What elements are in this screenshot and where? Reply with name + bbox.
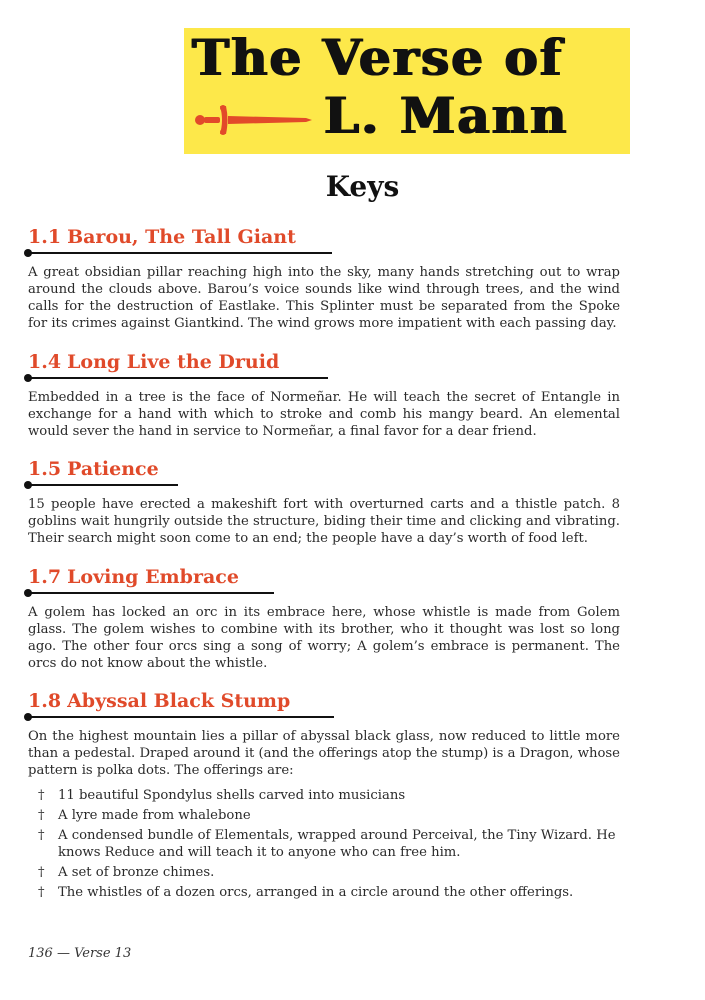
dagger-bullet-icon: † [38, 865, 45, 880]
section-title: Barou, The Tall Giant [67, 226, 296, 248]
dagger-bullet-icon: † [38, 828, 45, 843]
section-body: Embedded in a tree is the face of Normeñar. He will teach the secret of Entangle in exchange for a hand with which to stroke and comb his mangy beard. An elemental would sever the hand in service to Normeñar, a final favor for a dear friend. [28, 390, 620, 439]
section-number: 1.5 [28, 458, 62, 480]
list-item-text: A set of bronze chimes. [58, 865, 215, 880]
dagger-bullet-icon: † [38, 788, 45, 803]
list-item [28, 787, 620, 804]
list-item [28, 884, 620, 901]
section-underline [28, 716, 334, 718]
section-number: 1.7 [28, 566, 62, 588]
section-underline [28, 252, 332, 254]
dagger-bullet-icon: † [38, 808, 45, 823]
section-1-4 [28, 351, 620, 440]
dagger-icon [194, 102, 314, 138]
list-item [28, 827, 620, 861]
section-title: Long Live the Druid [67, 351, 280, 373]
section-1-8 [28, 690, 620, 904]
section-body: A golem has locked an orc in its embrace here, whose whistle is made from Golem glass. The golem wishes to combine with its brother, who it thought was lost so long ago. The other four orcs sing a song of worry; A golem’s embrace is permanent. The orcs do not know about the whistle. [28, 605, 620, 671]
section-1-1 [28, 226, 620, 332]
section-number: 1.4 [28, 351, 62, 373]
list-item-text: A condensed bundle of Elementals, wrapped around Perceival, the Tiny Wizard. He knows Reduce and will teach it to anyone who can free him. [58, 828, 616, 860]
banner-title-line-1: The Verse of [192, 28, 564, 87]
dagger-bullet-icon: † [38, 885, 45, 900]
page-footer: 136 — Verse 13 [28, 946, 132, 961]
banner-title-line-2: L. Mann [324, 86, 569, 145]
title-banner [184, 28, 630, 154]
section-number: 1.8 [28, 690, 62, 712]
list-item [28, 807, 620, 824]
section-1-7 [28, 566, 620, 672]
section-underline [28, 592, 274, 594]
list-item-text: A lyre made from whalebone [58, 808, 251, 823]
list-item [28, 864, 620, 881]
section-heading [28, 458, 159, 480]
offerings-list [28, 787, 620, 901]
section-heading [28, 351, 279, 373]
section-title: Abyssal Black Stump [67, 690, 291, 712]
section-title: Patience [67, 458, 159, 480]
section-underline [28, 484, 178, 486]
section-1-5 [28, 458, 620, 547]
list-item-text: The whistles of a dozen orcs, arranged in a circle around the other offerings. [58, 885, 574, 900]
list-item-text: 11 beautiful Spondylus shells carved into musicians [58, 788, 406, 803]
section-heading [28, 226, 296, 248]
section-title: Loving Embrace [67, 566, 239, 588]
section-body: On the highest mountain lies a pillar of abyssal black glass, now reduced to little more than a pedestal. Draped around it (and the offerings atop the stump) is a Dragon, whose pattern is polka dots. The offerings are: [28, 729, 620, 778]
section-heading [28, 690, 290, 712]
section-body: 15 people have erected a makeshift fort with overturned carts and a thistle patch. 8 goblins wait hungrily outside the structure, biding their time and clicking and vibrating. Their search might soon come to an end; the people have a day’s worth of food left. [28, 497, 620, 546]
page-title: Keys [325, 170, 400, 203]
section-body: A great obsidian pillar reaching high into the sky, many hands stretching out to wrap around the clouds above. Barou’s voice sounds like wind through trees, and the wind calls for the destruction of Eastlake. This Splinter must be separated from the Spoke for its crimes against Giantkind. The wind grows more impatient with each passing day. [28, 265, 620, 331]
section-number: 1.1 [28, 226, 62, 248]
section-underline [28, 377, 328, 379]
section-heading [28, 566, 239, 588]
